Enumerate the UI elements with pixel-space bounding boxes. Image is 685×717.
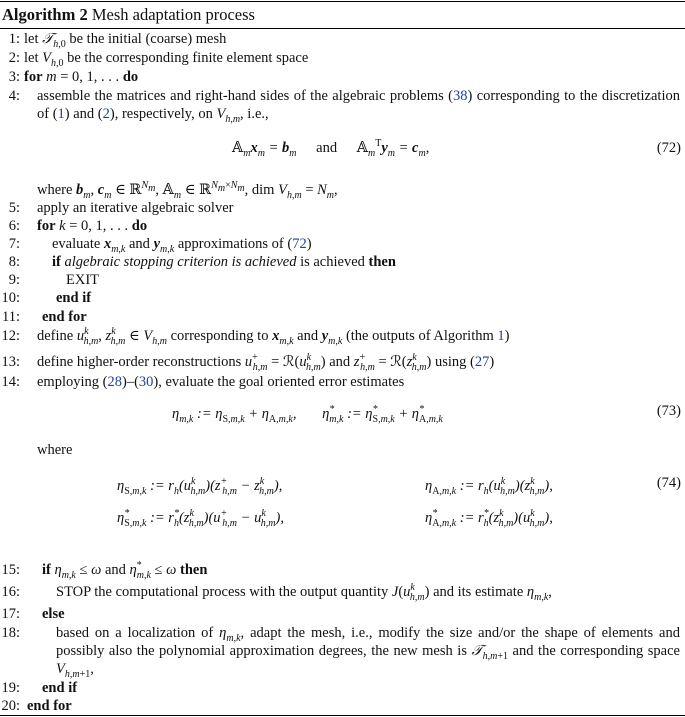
line-number: 5: [8,200,20,216]
line-number: 13: [1,354,20,370]
line-text: for m = 0, 1, . . . do [24,69,139,85]
line-number: 19: [1,680,20,696]
line-text: EXIT [66,272,100,288]
line-text: define $u^k_{h,m}$, $z^k_{h,m}$ ∈ $V_{h,m}$ corresponding to $x_{m,k}$ and $y_{m,k}$ (the outputs of Algorithm 1) [37,326,510,347]
where-line-4: where $b_m$, $c_m$ ∈ ℝ$^{N_m}$, 𝔸$_m$ ∈ ℝ$^{N_m\times N_m}$, dim $V_{h,m} = N_m$, [37,180,338,201]
ref-link[interactable]: 2 [102,106,110,122]
line-number: 9: [8,272,20,288]
equation-number: (72) [656,140,681,156]
line-number: 16: [1,584,20,600]
ref-link[interactable]: 1 [57,106,65,122]
equation-73: $\eta_{m,k}$ := $\eta_{S,m,k} + \eta_{A,m,k}$, $\eta^*_{m,k}$ := $\eta^*_{S,m,k} + \eta^*_{A,m,k}$ [172,404,443,425]
line-number: 17: [1,606,20,622]
line-text: end for [42,309,87,325]
equation-74-row-1-left: $\eta_{S,m,k}$ := $r_h(u^k_{h,m})(z^+_{h,m} - z^k_{h,m})$, [117,476,283,497]
equation-74-row-2-right: $\eta^*_{A,m,k}$ := $r^*_h(z^k_{h,m})(u^k_{h,m})$, [425,508,553,529]
line-text: apply an iterative algebraic solver [37,200,234,216]
equation-74-row-1-right: $\eta_{A,m,k}$ := $r_h(u^k_{h,m})(z^k_{h,m})$, [425,476,553,497]
line-text: for k = 0, 1, . . . do [37,218,148,234]
header-rule [0,28,685,29]
line-18-text: based on a localization of $\eta_{m,k}$, adapt the mesh, i.e., modify the size and/or the shape of elements and possibly also the polynomial approximation degrees, the new mesh is 𝒯$_{h,m+1}$ and the corresponding space $V_{h,m+1}$, [56,625,680,680]
line-number: 14: [1,374,20,390]
equation-72: $𝔸_mx_m = b_m$ and $𝔸_m^Ty_m = c_m$, [232,138,430,159]
equation-74-row-2-left: $\eta^*_{S,m,k}$ := $r^*_h(z^k_{h,m})(u^+_{h,m} - u^k_{h,m})$, [117,508,284,529]
ref-link[interactable]: 27 [474,354,490,370]
line-text: employing (28)–(30), evaluate the goal oriented error estimates [37,374,405,390]
equation-number: (73) [656,403,681,419]
line-number: 18: [1,625,20,641]
bottom-rule [0,715,685,716]
equation-number: (74) [656,475,681,491]
line-number: 3: [8,69,20,85]
line-4-text: assemble the matrices and right-hand sides of the algebraic problems (38) corresponding to the discretization of (1) and (2), respectively, on $V_{h,m}$, i.e., [37,88,680,125]
line-text: if algebraic stopping criterion is achieved is achieved then [52,254,396,270]
line-number: 1: [8,31,20,47]
ref-link[interactable]: 72 [292,236,307,252]
line-number: 15: [1,562,20,578]
algorithm-label: Algorithm 2 [2,5,88,24]
line-number: 10: [1,290,20,306]
keyword: for [24,69,43,85]
ref-link[interactable]: 30 [138,374,154,390]
where-line-14: where [37,442,73,458]
line-text: let 𝒯$_{h,0}$ be the initial (coarse) mesh [24,31,227,50]
line-text: evaluate $x_{m,k}$ and $y_{m,k}$ approximations of (72) [52,236,312,255]
line-text: if $\eta_{m,k} \le \omega$ and $\eta^*_{m,k} \le \omega$ then [42,560,208,581]
top-rule [0,1,685,2]
line-text: let $V_{h,0}$ be the corresponding finite element space [24,50,309,69]
line-number: 11: [2,309,20,325]
line-text: end if [56,290,92,306]
line-text: STOP the computational process with the output quantity $J(u^k_{h,m})$ and its estimate $\eta_{m,k}$, [56,582,552,603]
line-text: define higher-order reconstructions $u^+_{h,m}$ = $ℛ(u^k_{h,m})$ and $z^+_{h,m}$ = $ℛ(z^k_{h,m})$ using (27) [37,352,495,373]
ref-link[interactable]: 28 [107,374,122,390]
line-number: 6: [8,218,20,234]
algorithm-name: Mesh adaptation process [91,5,255,24]
line-text: end for [27,698,72,714]
line-number: 2: [8,50,20,66]
line-text: else [42,606,65,622]
line-number: 12: [1,328,20,344]
algorithm-title [2,5,255,25]
line-number: 4: [8,88,20,104]
line-text: end if [42,680,78,696]
ref-link[interactable]: 38 [453,88,468,104]
line-number: 8: [8,254,20,270]
ref-link[interactable]: 1 [497,328,505,344]
line-number: 20: [1,698,20,714]
line-number: 7: [8,236,20,252]
keyword: do [122,69,139,85]
